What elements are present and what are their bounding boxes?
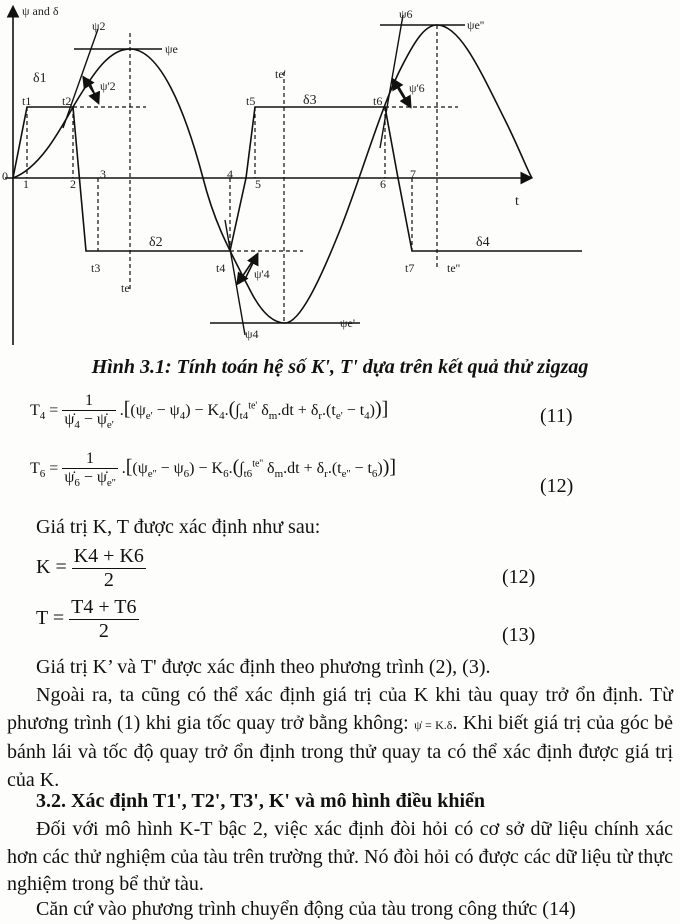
rudder-label: δ3 bbox=[303, 93, 317, 108]
time-label: te bbox=[121, 281, 130, 295]
heading-label: ψ6 bbox=[399, 7, 413, 21]
heading-label: ψ'4 bbox=[254, 267, 270, 281]
eq-lhs: T bbox=[36, 607, 48, 630]
equation-text: $T_6$ = $\frac{1}{\psi̇_6 - \psi̇_{e''}}$ $.[(\psi_{e''} - \psi_6) - K_6.(\int_{t6}^{te''}$ $\delta_m.dt + \delta_r.(t_{e''} - t_6)$)] bbox=[30, 450, 397, 490]
paragraph-1 bbox=[7, 682, 673, 794]
equation-11 bbox=[30, 392, 388, 431]
eq-denominator: 2 bbox=[103, 569, 114, 591]
time-label: t7 bbox=[405, 261, 415, 275]
body-line-1: Giá trị K’ và T' được xác định theo phương trình (2), (3). bbox=[36, 656, 491, 678]
time-label: te'' bbox=[447, 261, 460, 275]
paragraph-3 bbox=[7, 896, 673, 924]
x-tick: 3 bbox=[100, 167, 106, 181]
heading-label: ψ2 bbox=[92, 19, 106, 33]
heading-label: ψ4 bbox=[245, 327, 259, 341]
x-tick: 4 bbox=[227, 167, 233, 181]
equation-number: (11) bbox=[540, 405, 573, 427]
time-label: t3 bbox=[91, 261, 101, 275]
para-text: Đối với mô hình K-T bậc 2, việc xác định đòi hỏi có cơ sở dữ liệu chính xác hơn các thử nghiệm của tàu trên trường thử. Nó đòi hỏi có được các dữ liệu từ thực nghiệm trong bể thử tàu. bbox=[7, 818, 673, 895]
time-label: te' bbox=[275, 67, 286, 81]
equation-t: T = $\frac{T4 + T6}{2}$ bbox=[36, 596, 137, 642]
paragraph-2 bbox=[7, 816, 673, 899]
para-text: Ngoài ra, ta cũng có thể xác định giá trị của K khi tàu quay trở ổn định. Từ phương trình (1) khi gia tốc quay trở bằng không: bbox=[7, 684, 673, 734]
eq-denominator: 2 bbox=[98, 620, 109, 642]
equation-text: $T_4$ = $\frac{1}{\psi̇_4 - \psi̇_{e'}}$ $.[(\psi_{e'} - \psi_4) - K_4.(\int_{t4}^{te'}$ $\delta_m.dt + \delta_r.(t_{e'} - t_4)$)] bbox=[30, 392, 389, 432]
eq-numerator: K4 + K6 bbox=[73, 545, 144, 567]
heading-label: ψe'' bbox=[467, 18, 485, 32]
time-label: t6 bbox=[373, 94, 383, 108]
heading-label: ψ'2 bbox=[100, 79, 116, 93]
para-text: Căn cứ vào phương trình chuyển động của tàu trong công thức (14) bbox=[36, 898, 576, 920]
figure-caption: Hình 3.1: Tính toán hệ số K', T' dựa trên kết quả thử zigzag bbox=[91, 356, 589, 378]
heading-label: ψe bbox=[165, 42, 178, 56]
equation-12a bbox=[30, 450, 396, 489]
heading-label: ψe' bbox=[340, 316, 355, 330]
origin-label: 0 bbox=[2, 169, 8, 183]
equation-number: (12) bbox=[540, 475, 574, 497]
x-tick: 2 bbox=[70, 177, 76, 191]
x-tick: 5 bbox=[255, 177, 261, 191]
equation-number: (12) bbox=[502, 566, 536, 588]
time-label: t4 bbox=[216, 261, 226, 275]
rudder-label: δ1 bbox=[33, 71, 47, 86]
equation-number: (13) bbox=[502, 624, 536, 646]
time-label: t2 bbox=[62, 94, 72, 108]
heading-curve bbox=[13, 25, 532, 323]
section-heading: 3.2. Xác định T1', T2', T3', K' và mô hình điều khiển bbox=[36, 790, 486, 812]
equation-k: K = $\frac{K4 + K6}{2}$ bbox=[36, 545, 144, 591]
time-label: t1 bbox=[22, 94, 32, 108]
time-label: t5 bbox=[246, 94, 256, 108]
x-tick: 1 bbox=[23, 177, 29, 191]
zigzag-diagram bbox=[0, 0, 680, 350]
eq-numerator: T4 + T6 bbox=[71, 596, 137, 618]
inline-formula: ψ̇ = K.δ bbox=[414, 717, 453, 732]
t-axis-label: t bbox=[515, 194, 519, 209]
y-axis-label: ψ and δ bbox=[22, 4, 59, 18]
rudder-label: δ2 bbox=[149, 235, 163, 250]
rudder-label: δ4 bbox=[476, 235, 490, 250]
heading-label: ψ'6 bbox=[409, 81, 425, 95]
x-tick: 6 bbox=[380, 177, 386, 191]
x-tick: 7 bbox=[410, 167, 416, 181]
para-text: . Khi biết giá trị của góc bẻ bánh lái và tốc độ quay trở ổn định trong thử quay ta có thể xác định được giá trị của K. bbox=[7, 711, 673, 791]
intro-line: Giá trị K, T được xác định như sau: bbox=[36, 516, 321, 538]
eq-lhs: K bbox=[36, 556, 51, 579]
